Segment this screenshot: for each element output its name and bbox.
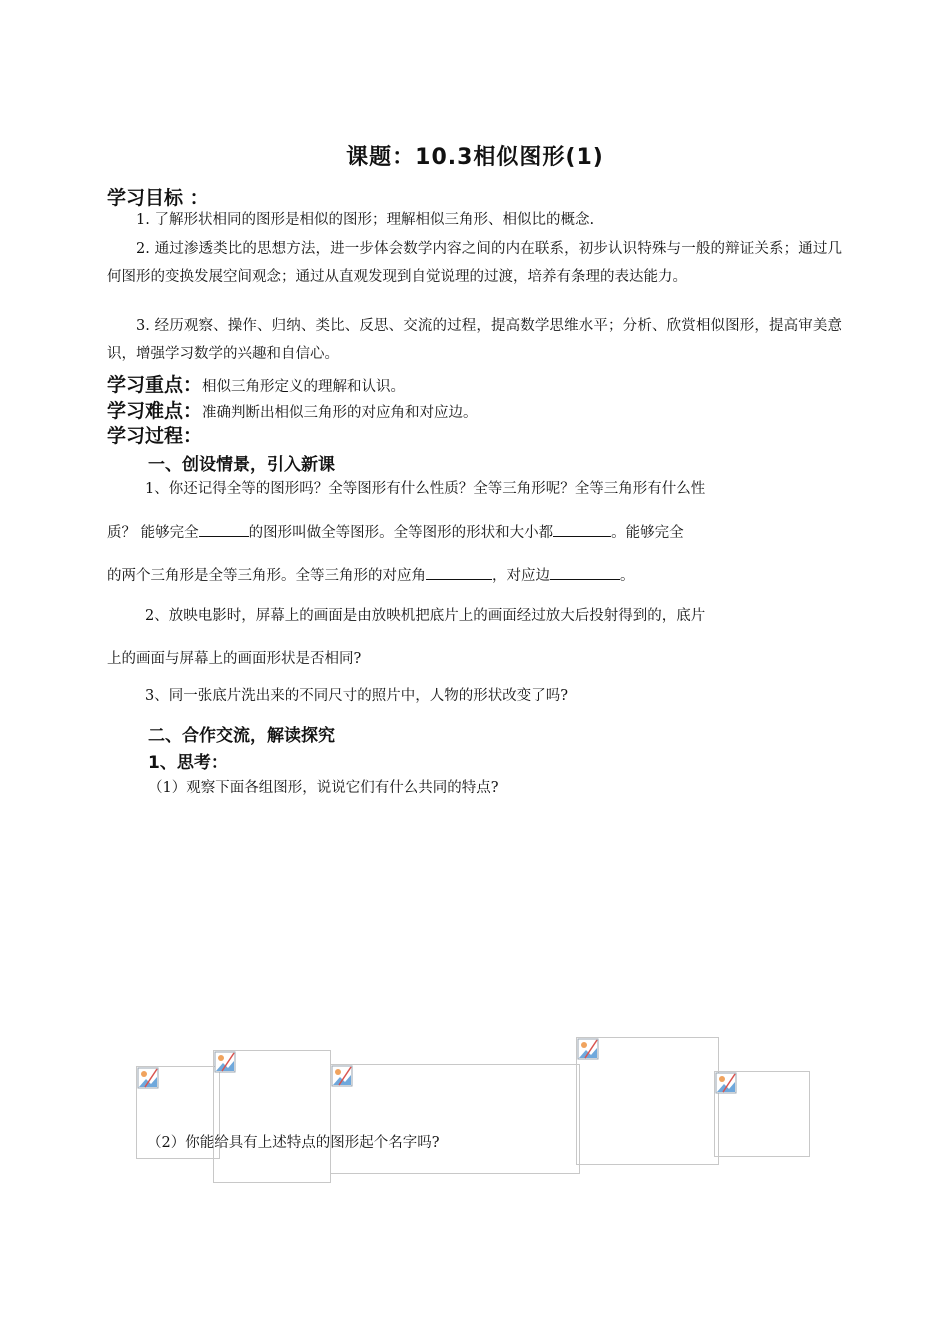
figure-image-2: [213, 1050, 331, 1183]
section1-q3: 3、同一张底片洗出来的不同尺寸的照片中，人物的形状改变了吗?: [145, 688, 568, 704]
key-point-text: 相似三角形定义的理解和认识。: [202, 379, 406, 395]
difficulty-text: 准确判断出相似三角形的对应角和对应边。: [202, 405, 478, 421]
q1-line2-part3: 。能够完全: [611, 525, 684, 541]
objectives-heading: 学习目标 ：: [107, 187, 209, 209]
section1-q1-line3: [107, 564, 635, 585]
section2-q2: （2）你能给具有上述特点的图形起个名字吗?: [147, 1135, 440, 1151]
difficulty-label: 学习难点：: [107, 400, 203, 422]
section1-heading: 一、创设情景，引入新课: [148, 455, 335, 475]
page-title: 课题：10.3相似图形(1): [346, 145, 604, 170]
fill-blank-3[interactable]: [426, 565, 492, 580]
q1-line3-part1: 的两个三角形是全等三角形。全等三角形的对应角: [107, 568, 426, 584]
objective-item-1: 1. 了解形状相同的图形是相似的图形；理解相似三角形、相似比的概念.: [136, 212, 595, 228]
broken-image-icon: [715, 1072, 737, 1094]
fill-blank-4[interactable]: [550, 565, 620, 580]
section1-q1-line1: 1、你还记得全等的图形吗？全等图形有什么性质？全等三角形呢？全等三角形有什么性: [145, 481, 706, 497]
section2-heading: 二、合作交流，解读探究: [148, 726, 335, 746]
section2-subheading: 1、思考：: [148, 753, 228, 773]
objective-item-2: 2. 通过渗透类比的思想方法，进一步体会数学内容之间的内在联系，初步认识特殊与一般的辩证关系；通过几何图形的变换发展空间观念；通过从直观发现到自觉说理的过渡，培养有条理的表达能力。: [107, 241, 842, 285]
key-point-label: 学习重点：: [107, 374, 203, 396]
section2-q1: （1）观察下面各组图形，说说它们有什么共同的特点?: [148, 780, 499, 796]
section1-q2-line2: 上的画面与屏幕上的画面形状是否相同?: [107, 651, 362, 667]
broken-image-icon: [577, 1038, 599, 1060]
broken-image-icon: [137, 1067, 159, 1089]
key-point-row: [107, 370, 405, 397]
section1-q2-line1: 2、放映电影时，屏幕上的画面是由放映机把底片上的画面经过放大后投射得到的，底片: [145, 608, 706, 624]
q1-line3-part3: 。: [620, 568, 635, 584]
process-heading: 学习过程：: [107, 425, 203, 447]
figure-image-4: [576, 1037, 719, 1165]
figure-image-3: [330, 1064, 580, 1174]
objective-item-3: 3. 经历观察、操作、归纳、类比、反思、交流的过程，提高数学思维水平；分析、欣赏相似图形，提高审美意识，增强学习数学的兴趣和自信心。: [107, 318, 842, 362]
q1-line2-part1: 质？ 能够完全: [107, 525, 199, 541]
difficulty-row: [107, 396, 478, 423]
figure-image-5: [714, 1071, 810, 1157]
fill-blank-1[interactable]: [199, 522, 249, 537]
broken-image-icon: [331, 1065, 353, 1087]
q1-line2-part2: 的图形叫做全等图形。全等图形的形状和大小都: [248, 525, 554, 541]
q1-line3-part2: ，对应边: [492, 568, 550, 584]
broken-image-icon: [214, 1051, 236, 1073]
fill-blank-2[interactable]: [553, 522, 611, 537]
section1-q1-line2: [107, 521, 684, 542]
